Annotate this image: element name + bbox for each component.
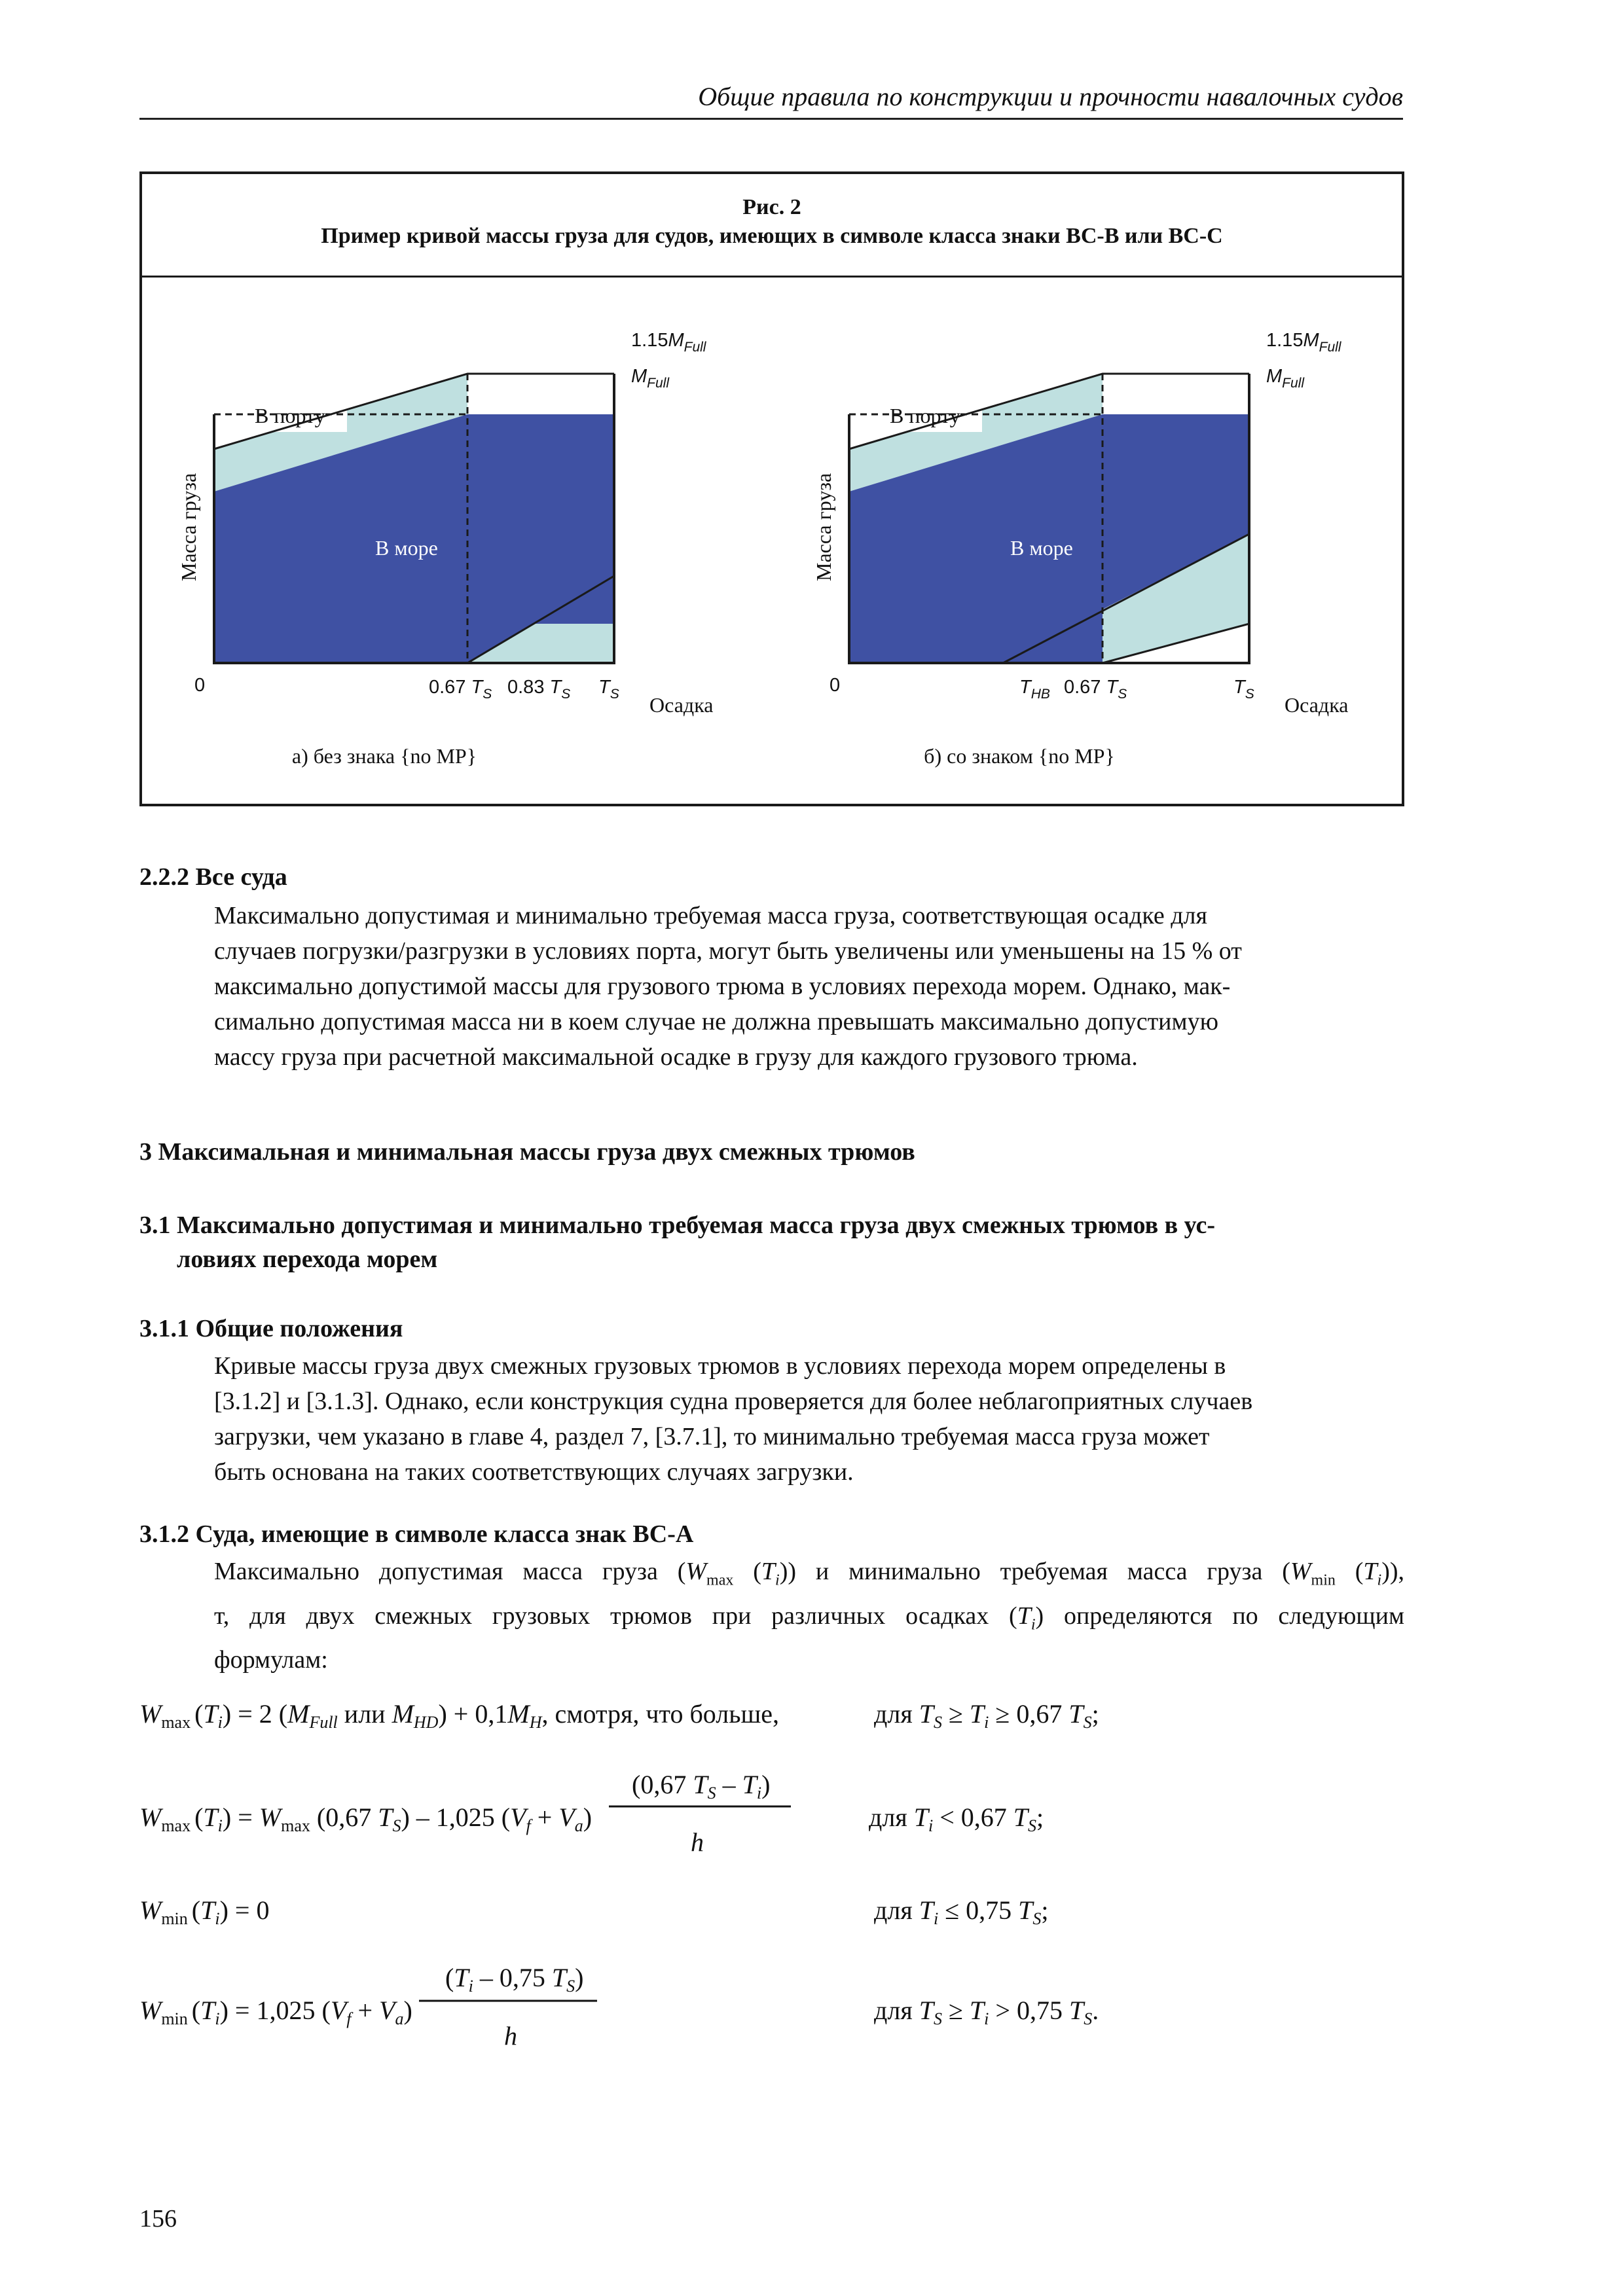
left-level-115: $1.15M_{Full}$ <box>631 330 706 355</box>
right-tick-067: 0.67 $T_S$ <box>1064 677 1127 702</box>
formula-2-condition: для $T_i < 0,67$ $T_S$; <box>869 1803 1044 1835</box>
left-tick-ts: $T_S$ <box>598 677 619 702</box>
left-sea-label: В море <box>375 536 438 560</box>
paragraph-line: [3.1.2] и [3.1.3]. Однако, если конструкция судна проверяется для более неблагоприятных случаев <box>214 1388 1253 1415</box>
heading-3-1-1: 3.1.1 Общие положения <box>139 1315 403 1342</box>
figure-number: Рис. 2 <box>742 195 801 219</box>
left-origin-label: 0 <box>194 675 206 696</box>
left-tick-067: 0.67 $T_S$ <box>429 677 492 702</box>
formula-4-numerator: ($T_i - 0,75$ $T_S$) <box>445 1963 584 1996</box>
paragraph-line: загрузки, чем указано в главе 4, раздел 7, [3.7.1], то минимально требуемая масса груза может <box>214 1423 1210 1450</box>
page-number: 156 <box>139 2205 177 2233</box>
paragraph-line: Максимально допустимая масса груза ($W_{max}$ $(T_i)$) и минимально требуемая масса груза ($W_{min}$ $(T_i)$), <box>214 1558 1405 1589</box>
paragraph-line: массу груза при расчетной максимальной осадке в грузу для каждого грузового трюма. <box>214 1043 1138 1071</box>
paragraph-line: Максимально допустимая и минимально требуемая масса груза, соответствующая осадке для <box>214 902 1207 929</box>
paragraph-line: формулам: <box>214 1646 328 1674</box>
right-caption: б) со знаком {no MP} <box>924 744 1115 768</box>
heading-3-1-line1: 3.1 Максимально допустимая и минимально требуемая масса груза двух смежных трюмов в ус- <box>139 1211 1215 1239</box>
right-y-axis-label: Масса груза <box>812 473 835 581</box>
left-port-label: В порту <box>255 404 325 427</box>
running-header-title: Общие правила по конструкции и прочности навалочных судов <box>698 82 1403 111</box>
left-level-mfull: $M_{Full}$ <box>631 366 670 391</box>
right-x-axis-label: Осадка <box>1285 693 1349 717</box>
left-tick-083: 0.83 $T_S$ <box>507 677 571 702</box>
left-caption: а) без знака {no MP} <box>291 744 477 768</box>
heading-2-2-2: 2.2.2 Все суда <box>139 863 287 891</box>
heading-3: 3 Максимальная и минимальная массы груза двух смежных трюмов <box>139 1138 915 1166</box>
heading-3-1-line2: ловиях перехода морем <box>177 1246 438 1273</box>
right-tick-thb: $T_{HB}$ <box>1019 677 1050 702</box>
formula-3-condition: для $T_i \le 0,75$ $T_S$; <box>874 1895 1049 1928</box>
formula-2-numerator: (0,67 $T_S - T_i$) <box>632 1770 771 1803</box>
heading-3-1-2: 3.1.2 Суда, имеющие в символе класса знак BC-A <box>139 1520 694 1548</box>
left-x-axis-label: Осадка <box>649 693 714 717</box>
paragraph-line: быть основана на таких соответствующих случаях загрузки. <box>214 1458 854 1486</box>
paragraph-line: Кривые массы груза двух смежных грузовых трюмов в условиях перехода морем определены в <box>214 1352 1226 1380</box>
figure-title: Пример кривой массы груза для судов, имеющих в символе класса знаки BC-B или BC-C <box>321 224 1223 248</box>
paragraph-line: симально допустимая масса ни в коем случае не должна превышать максимально допустимую <box>214 1008 1218 1035</box>
formula-2-denominator: h <box>691 1827 704 1857</box>
right-level-115: $1.15M_{Full}$ <box>1266 330 1341 355</box>
formula-4-denominator: h <box>504 2021 517 2051</box>
paragraph-line: т, для двух смежных грузовых трюмов при различных осадках $(T_i)$ определяются по следующим <box>214 1602 1404 1634</box>
paragraph-line: случаев погрузки/разгрузки в условиях порта, могут быть увеличены или уменьшены на 15 % от <box>214 937 1242 965</box>
right-port-label: В порту <box>890 404 960 427</box>
formula-2: $W_{max}$ $(T_i) = W_{max}$ (0,67 $T_S) - 1,025$ $(V_f + V_a)$ <box>139 1803 593 1835</box>
formula-3: $W_{min}$ $(T_i) = 0$ <box>139 1895 270 1928</box>
right-sea-label: В море <box>1010 536 1073 560</box>
formula-1-condition: для $T_S \ge T_i \ge 0,67$ $T_S$; <box>874 1699 1099 1732</box>
formula-4-condition: для $T_S \ge T_i > 0,75$ $T_S$. <box>874 1996 1099 2028</box>
right-tick-ts: $T_S$ <box>1233 677 1254 702</box>
left-y-axis-label: Масса груза <box>177 473 200 581</box>
right-origin-label: 0 <box>830 675 841 696</box>
formula-4: $W_{min}$ $(T_i) = 1,025$ $(V_f + V_a)$ <box>139 1996 412 2028</box>
formula-1: $W_{max}$ $(T_i) = 2$ ($M_{Full}$ или $M_{HD}) + 0,1M_H$, смотря, что больше, <box>139 1699 780 1732</box>
right-level-mfull: $M_{Full}$ <box>1266 366 1305 391</box>
paragraph-line: максимально допустимой массы для грузового трюма в условиях перехода морем. Однако, мак- <box>214 973 1231 1000</box>
